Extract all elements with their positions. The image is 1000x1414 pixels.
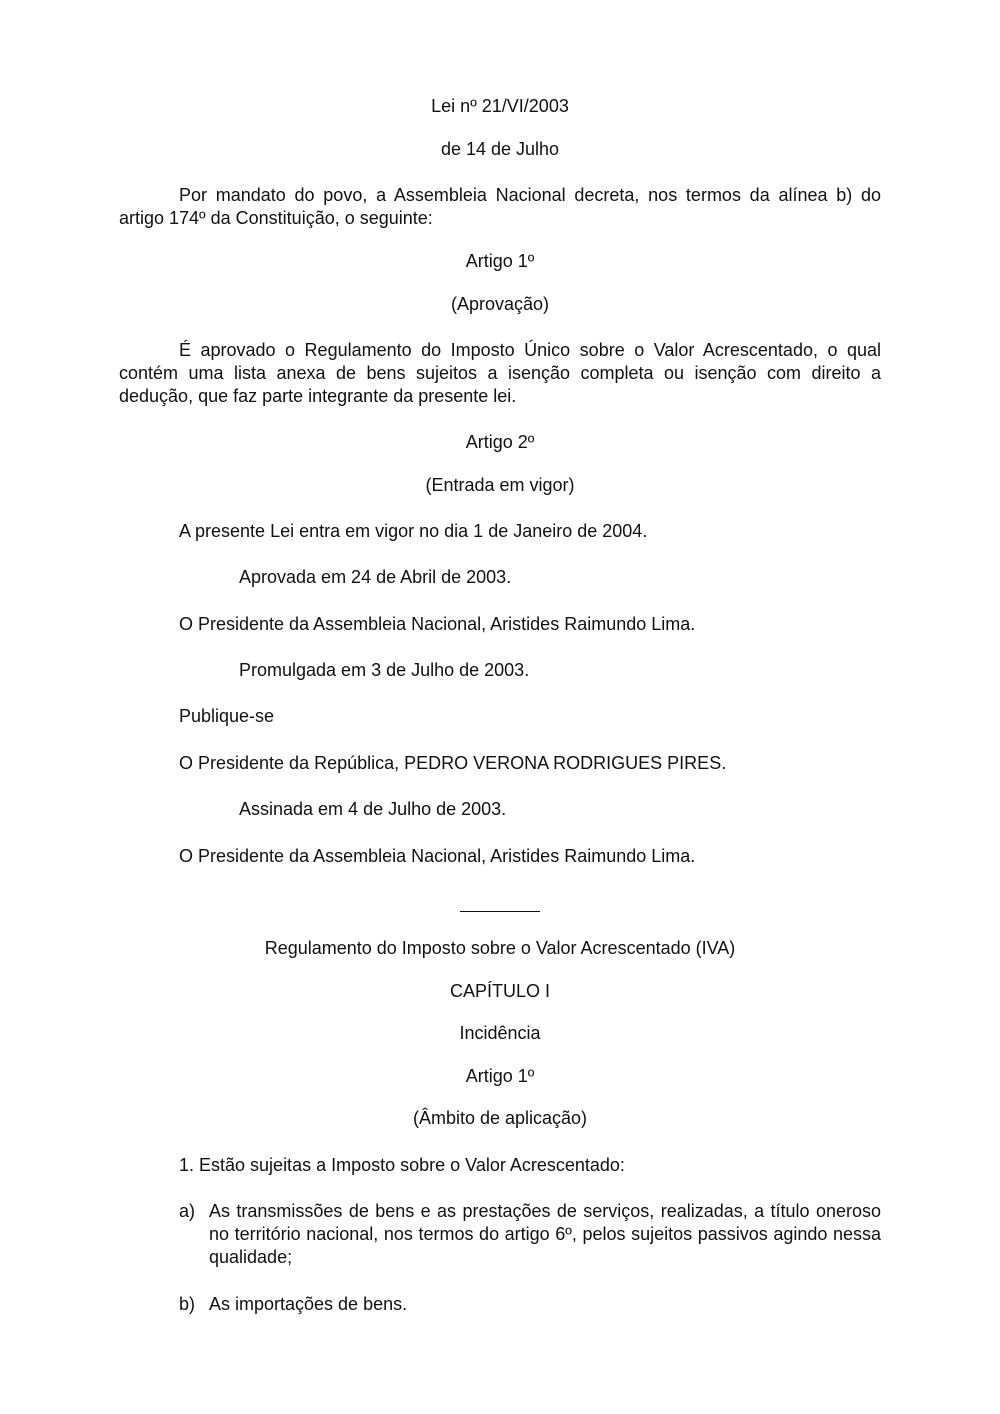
- section-divider: [460, 911, 540, 912]
- assembly-president-signature: O Presidente da Assembleia Nacional, Aristides Raimundo Lima.: [179, 614, 696, 634]
- law-title: Lei nº 21/VI/2003: [431, 96, 569, 116]
- article-1-heading: Artigo 1º: [465, 251, 535, 271]
- article-1-subtitle: (Aprovação): [450, 294, 550, 314]
- approval-date: Aprovada em 24 de Abril de 2003.: [239, 567, 512, 587]
- publish-order: Publique-se: [179, 706, 275, 726]
- law-date: de 14 de Julho: [440, 139, 560, 159]
- article-2-paragraph: A presente Lei entra em vigor no dia 1 de Janeiro de 2004.: [179, 521, 648, 541]
- regulation-article-1-subtitle: (Âmbito de aplicação): [412, 1108, 588, 1128]
- list-item-marker: a): [179, 1201, 196, 1221]
- republic-president-signature: O Presidente da República, PEDRO VERONA RODRIGUES PIRES.: [179, 753, 727, 773]
- clause-1: 1. Estão sujeitas a Imposto sobre o Valor Acrescentado:: [179, 1155, 625, 1175]
- list-item: [179, 1200, 881, 1269]
- list-item-marker: b): [179, 1294, 196, 1314]
- assembly-president-signature-2: O Presidente da Assembleia Nacional, Aristides Raimundo Lima.: [179, 846, 696, 866]
- promulgation-date: Promulgada em 3 de Julho de 2003.: [239, 660, 530, 680]
- article-1-paragraph: É aprovado o Regulamento do Imposto Único sobre o Valor Acrescentado, o qual contém uma lista anexa de bens sujeitos a isenção completa ou isenção com direito a dedução, que faz parte integrante da presente lei.: [119, 340, 881, 406]
- list-item-text: As transmissões de bens e as prestações de serviços, realizadas, a título oneroso no território nacional, nos termos do artigo 6º, pelos sujeitos passivos agindo nessa qualidade;: [209, 1201, 881, 1267]
- regulation-title: Regulamento do Imposto sobre o Valor Acrescentado (IVA): [264, 938, 736, 958]
- list-item-text: As importações de bens.: [209, 1294, 408, 1314]
- regulation-article-1-heading: Artigo 1º: [465, 1066, 535, 1086]
- chapter-heading: CAPÍTULO I: [449, 981, 551, 1001]
- list-item: [179, 1293, 881, 1316]
- article-2-subtitle: (Entrada em vigor): [425, 475, 575, 495]
- chapter-title: Incidência: [459, 1023, 541, 1043]
- preamble-paragraph: Por mandato do povo, a Assembleia Nacional decreta, nos termos da alínea b) do artigo 174º da Constituição, o seguinte:: [119, 185, 881, 228]
- signature-date: Assinada em 4 de Julho de 2003.: [239, 799, 507, 819]
- article-2-heading: Artigo 2º: [465, 432, 535, 452]
